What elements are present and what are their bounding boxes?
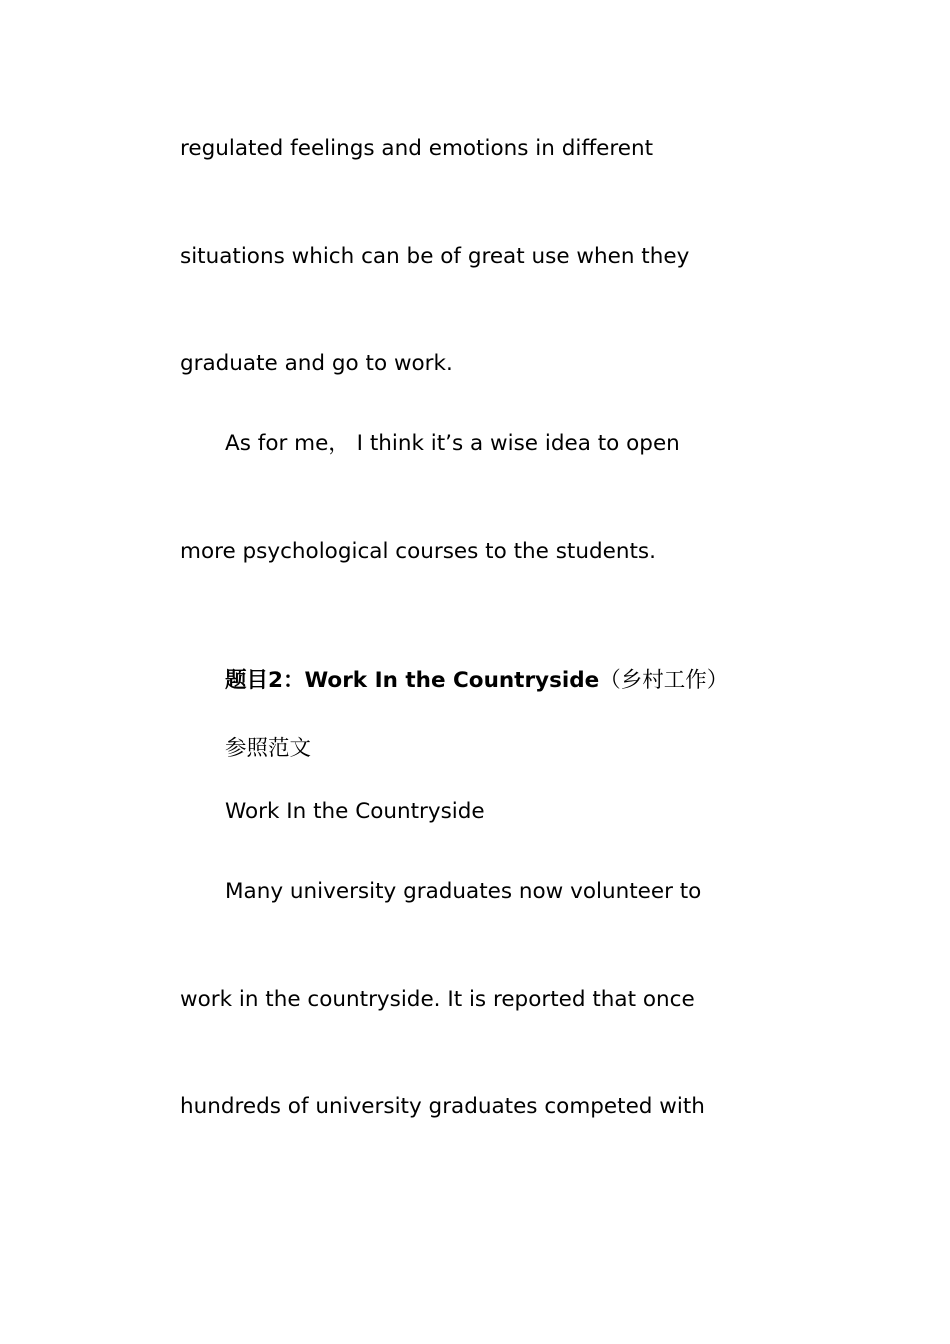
paragraph-line: work in the countryside. It is reported that once <box>180 987 695 1012</box>
heading-title: Work In the Countryside <box>304 668 600 693</box>
section-heading <box>225 667 728 695</box>
heading-suffix: （乡村工作） <box>599 668 729 693</box>
paragraph-line: hundreds of university graduates competed with <box>180 1094 705 1119</box>
essay-title: Work In the Countryside <box>225 799 485 824</box>
paragraph-line: Many university graduates now volunteer to <box>225 879 702 904</box>
paragraph-line: more psychological courses to the students. <box>180 539 656 564</box>
paragraph-line: regulated feelings and emotions in different <box>180 136 654 161</box>
paragraph-line: situations which can be of great use when they <box>180 244 690 269</box>
paragraph-line: As for me， I think it’s a wise idea to open <box>225 431 680 456</box>
heading-prefix: 题目2： <box>225 668 305 693</box>
paragraph-line: graduate and go to work. <box>180 351 453 376</box>
sample-label: 参照范文 <box>225 736 312 761</box>
